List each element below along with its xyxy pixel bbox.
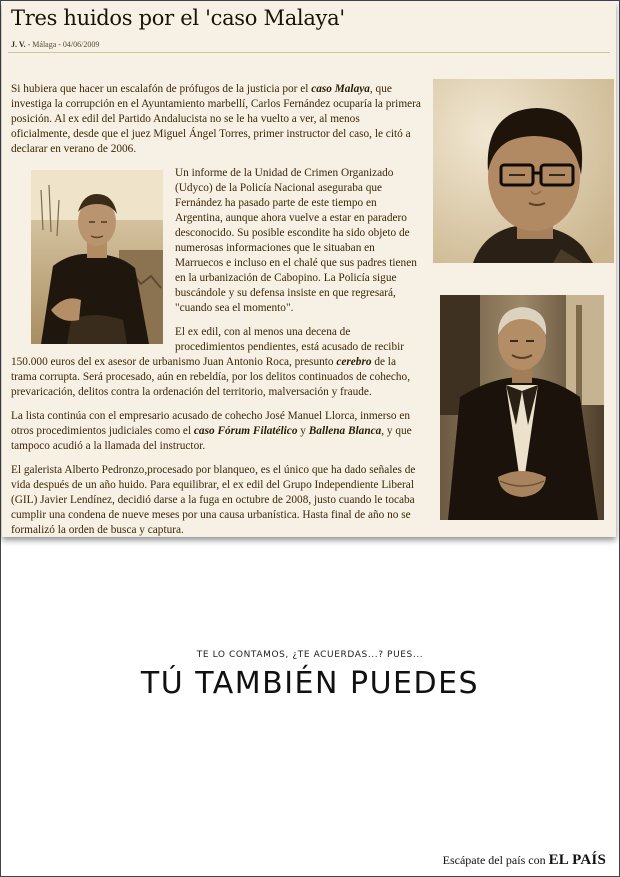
paragraph-2: Un informe de la Unidad de Crimen Organizado (Udyco) de la Policía Nacional aseguraba que Fernández ha pasado parte de este tiempo en Argentina, aunque ahora vuelve a estar en paradero desconocido. Su posible escondite ha sido objeto de numerosas informaciones que le situaban en Marruecos e incluso en el chalé que sus padres tienen en la urbanización de Cabopino. La Policía sigue buscándole y su defensa insiste en que regresará, "cuando sea el momento".	[175, 167, 417, 314]
header-divider	[8, 52, 610, 53]
article-headline: Tres huidos por el 'caso Malaya'	[11, 6, 345, 30]
article-byline	[11, 40, 99, 49]
newspaper-clipping	[2, 2, 616, 537]
el-pais-logo: EL PAÍS	[548, 852, 606, 868]
paragraph-3: El ex edil, con al menos una decena de procedimientos pendientes, está acusado de recibir 150.000 euros del ex asesor de urbanismo Juan Antonio Roca, presunto cerebro de la trama corrupta. Será procesado, aún en rebeldía, por los delitos continuados de cohecho, prevaricación, delitos contra la ordenación del territorio, malversación y fraude.	[11, 326, 411, 398]
forum-filatelico-emphasis: caso Fórum Filatélico	[193, 425, 298, 437]
ad-tagline: TE LO CONTAMOS, ¿TE ACUERDAS...? PUES...	[196, 650, 424, 660]
ballena-blanca-emphasis: Ballena Blanca	[308, 425, 382, 437]
photo-man-suit	[440, 295, 604, 520]
article-body	[11, 82, 421, 537]
byline-location-date: - Málaga - 04/06/2009	[27, 40, 100, 49]
cerebro-emphasis: cerebro	[336, 356, 372, 368]
paragraph-4: La lista continúa con el empresario acusado de cohecho José Manuel Llorca, inmerso en otros procedimientos judiciales como el caso Fórum Filatélico y Ballena Blanca, y que tampoco acudió a la llamada del instructor.	[11, 410, 412, 452]
byline-author: J. V.	[11, 40, 26, 49]
photo-man-glasses	[433, 79, 614, 263]
ad-footer	[443, 852, 606, 869]
photo-carlos-fernandez	[31, 170, 163, 344]
ad-footer-text: Escápate del país con	[442, 853, 546, 867]
ad-headline: TÚ TAMBIÉN PUEDES	[140, 666, 480, 701]
paragraph-5: El galerista Alberto Pedronzo,procesado por blanqueo, es el único que ha dado señales de vida después de un año huido. Para equilibrar, el ex edil del Grupo Independiente Liberal (GIL) Javier Lendínez, decidió darse a la fuga en octubre de 2008, justo cuando le tocaba cumplir una condena de nueve meses por una causa urbanística. Hasta final de año no se formalizó la orden de busca y captura.	[11, 464, 416, 536]
paragraph-1: Si hubiera que hacer un escalafón de prófugos de la justicia por el caso Malaya, que investiga la corrupción en el Ayuntamiento marbellí, Carlos Fernández ocuparía la primera posición. Al ex edil del Partido Andalucista no se le ha vuelto a ver, al menos oficialmente, desde que el juez Miguel Ángel Torres, primer instructor del caso, le citó a declarar en verano de 2006.	[11, 83, 421, 155]
case-name-emphasis: caso Malaya	[311, 83, 370, 95]
